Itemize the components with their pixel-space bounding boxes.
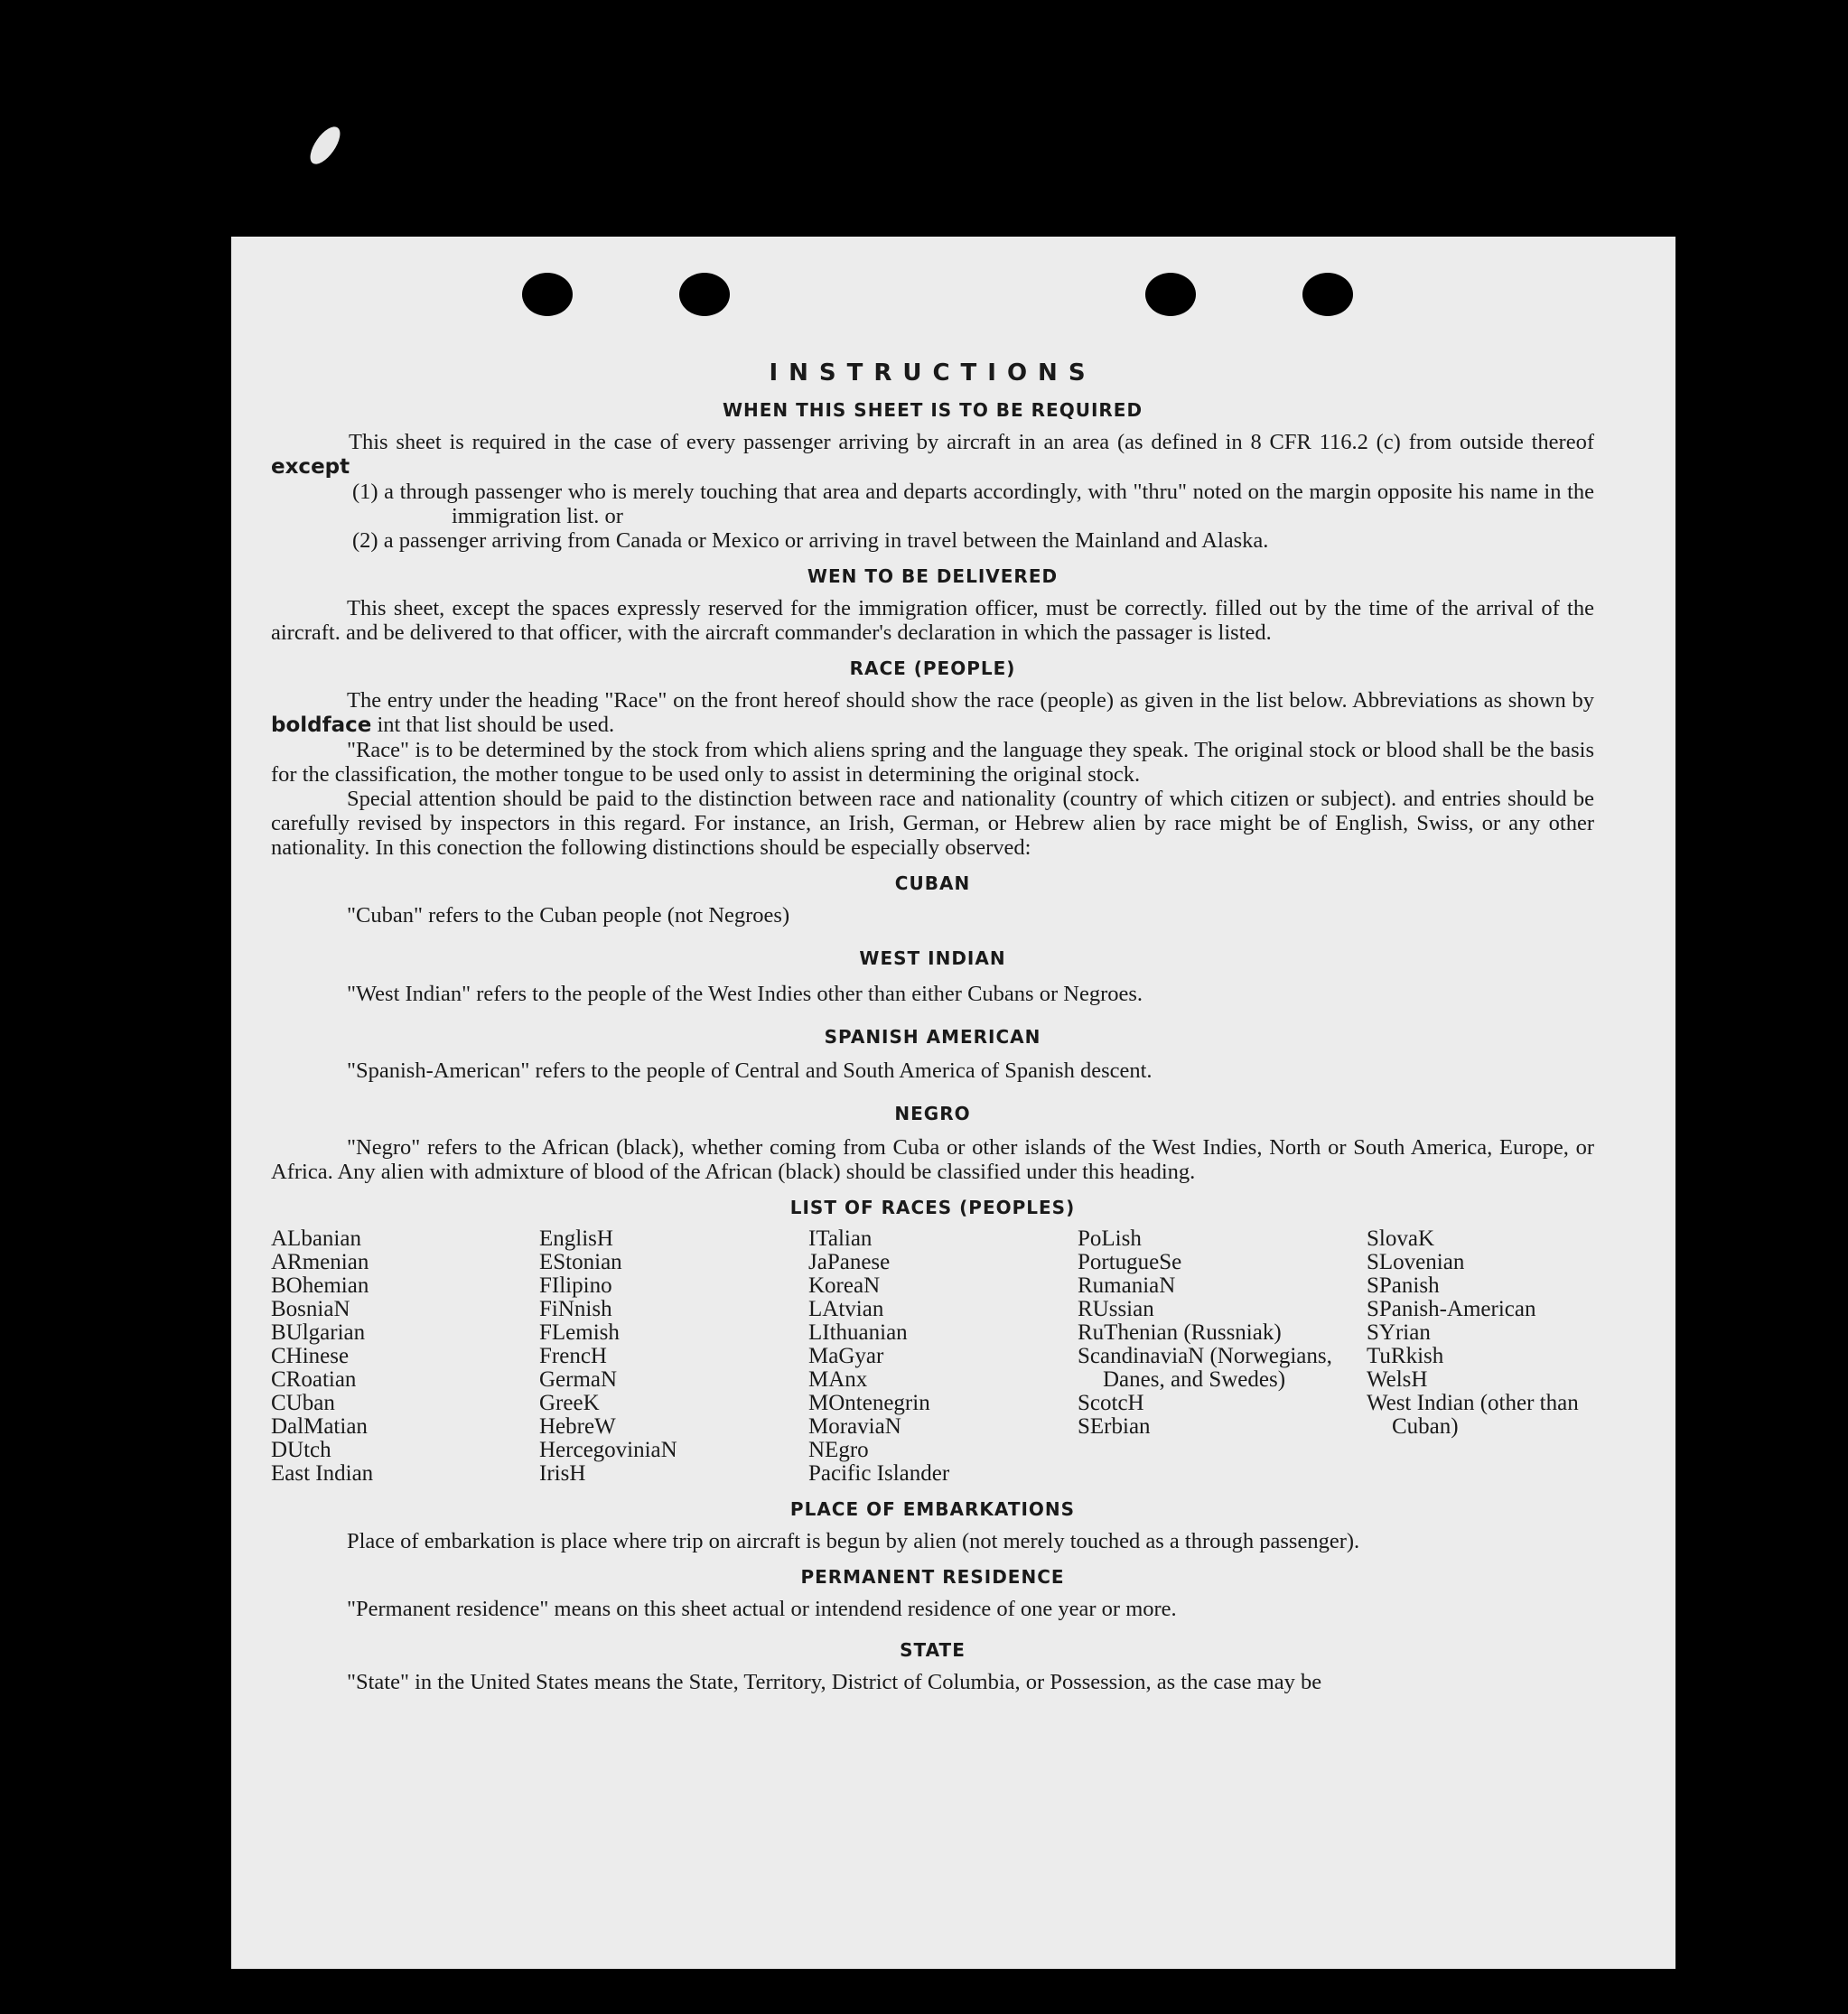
race-item: MoraviaN [808,1414,901,1439]
race-item: FLemish [539,1320,620,1345]
section-heading-race: RACE (PEOPLE) [849,657,1016,679]
race-item: DalMatian [271,1414,368,1439]
races-list [271,1227,1594,1486]
race-item: LIthuanian [808,1320,908,1345]
race-item: FiNnish [539,1297,612,1321]
race-item: MAnx [808,1367,868,1392]
except-label: except [271,455,350,479]
section-heading-state: STATE [900,1639,966,1661]
race-item: SPanish [1367,1273,1440,1298]
race-item: ScandinaviaN (Norwegians, Danes, and Swedes) [1078,1344,1332,1392]
instruction-sheet [231,237,1675,1969]
race-item: EnglisH [539,1226,613,1251]
race-item: MOntenegrin [808,1391,930,1415]
race-paragraph-2: "Race" is to be determined by the stock from which aliens spring and the language they speak. The original stock or blood shall be the basis for the classification, the mother tongue to be used only to assist in determining the original stock. [271,738,1594,787]
race-item: KoreaN [808,1273,881,1298]
race-item: West Indian (other than Cuban) [1367,1391,1579,1439]
race-item: SLovenian [1367,1250,1465,1274]
race-item: ITalian [808,1226,873,1251]
race-item: CUban [271,1391,335,1415]
race-item: SlovaK [1367,1226,1434,1251]
race-item: SPanish-American [1367,1297,1536,1321]
race-item: ALbanian [271,1226,361,1251]
races-column-4 [1078,1227,1367,1486]
race-item: HercegoviniaN [539,1438,677,1462]
boldface-label: boldface [271,713,372,737]
race-item: RuThenian (Russniak) [1078,1320,1282,1345]
punch-hole [1302,273,1353,316]
race-item: LAtvian [808,1297,884,1321]
sheet-content [271,359,1594,1694]
race-item: ARmenian [271,1250,369,1274]
race-item: Pacific Islander [808,1461,950,1486]
race-item: DUtch [271,1438,331,1462]
race-text-after: int that list should be used. [377,713,615,737]
race-text-before: The entry under the heading "Race" on the front hereof should show the race (people) as given in the list below. Abbreviations as shown by [347,688,1594,713]
required-paragraph [271,430,1594,480]
section-heading-races-list: LIST OF RACES (PEOPLES) [789,1197,1076,1218]
race-item: EStonian [539,1250,622,1274]
race-item: FrencH [539,1344,607,1368]
race-item: ScotcH [1078,1391,1144,1415]
delivered-paragraph: This sheet, except the spaces expressly reserved for the immigration officer, must be correctly. filled out by the time of the arrival of the aircraft. and be delivered to that officer, with the aircraft commander's declaration in which the passager is listed. [271,596,1594,645]
west-indian-paragraph: "West Indian" refers to the people of the West Indies other than either Cubans or Negroes. [347,982,1143,1006]
section-heading-residence: PERMANENT RESIDENCE [800,1566,1065,1588]
race-item: RUssian [1078,1297,1154,1321]
race-item: CHinese [271,1344,350,1368]
embarkation-paragraph: Place of embarkation is place where trip on aircraft is begun by alien (not merely touched as a through passenger). [347,1529,1360,1553]
race-paragraph-3: Special attention should be paid to the distinction between race and nationality (country of which citizen or subject). and entries should be carefully revised by inspectors in this regard. For instance, an Irish, German, or Hebrew alien by race might be of English, Swiss, or any other nationality. In this conection the following distinctions should be especially observed: [271,787,1594,860]
race-item: PoLish [1078,1226,1142,1251]
race-item: East Indian [271,1461,374,1486]
race-item: SYrian [1367,1320,1431,1345]
race-item: TuRkish [1367,1344,1444,1368]
section-heading-cuban: CUBAN [894,872,971,894]
race-item: BosniaN [271,1297,350,1321]
race-paragraph-1 [271,688,1594,738]
film-speck [304,122,346,169]
punch-hole [1145,273,1196,316]
page-title: INSTRUCTIONS [769,359,1097,387]
state-paragraph: "State" in the United States means the State, Territory, District of Columbia, or Possession, as the case may be [347,1670,1322,1694]
races-column-2 [539,1227,808,1486]
exception-item: (2) a passenger arriving from Canada or Mexico or arriving in travel between the Mainland and Alaska. [352,528,1269,553]
race-item: BOhemian [271,1273,369,1298]
race-item: IrisH [539,1461,586,1486]
race-item: RumaniaN [1078,1273,1176,1298]
race-item: PortugueSe [1078,1250,1182,1274]
races-column-1 [271,1227,539,1486]
punch-hole [522,273,573,316]
race-item: FIlipino [539,1273,612,1298]
race-item: GermaN [539,1367,618,1392]
required-intro: This sheet is required in the case of every passenger arriving by aircraft in an area (as defined in 8 CFR 116.2 (c) from outside thereof [349,430,1594,454]
spanish-american-paragraph: "Spanish-American" refers to the people of Central and South America of Spanish descent. [347,1058,1153,1083]
section-heading-spanish-american: SPANISH AMERICAN [824,1026,1041,1048]
race-item: HebreW [539,1414,616,1439]
race-item: GreeK [539,1391,600,1415]
race-item: BUlgarian [271,1320,366,1345]
residence-paragraph: "Permanent residence" means on this sheet actual or intendend residence of one year or more. [347,1597,1177,1621]
section-heading-embarkation: PLACE OF EMBARKATIONS [789,1498,1076,1520]
negro-paragraph: "Negro" refers to the African (black), whether coming from Cuba or other islands of the West Indies, North or South America, Europe, or Africa. Any alien with admixture of blood of the African (black) should be classified under this heading. [271,1135,1594,1184]
cuban-paragraph: "Cuban" refers to the Cuban people (not Negroes) [347,903,790,928]
exception-item: (1) a through passenger who is merely touching that area and departs accordingly, with "thru" noted on the margin opposite his name in the immigration list. or [352,480,1594,528]
section-heading-negro: NEGRO [894,1103,971,1124]
punch-hole [679,273,730,316]
race-item: SErbian [1078,1414,1151,1439]
race-item: MaGyar [808,1344,884,1368]
race-item: CRoatian [271,1367,357,1392]
section-heading-required: WHEN THIS SHEET IS TO BE REQUIRED [722,399,1143,421]
section-heading-delivered: WEN TO BE DELIVERED [807,565,1059,587]
races-column-5 [1367,1227,1594,1486]
races-column-3 [808,1227,1078,1486]
race-item: WelsH [1367,1367,1428,1392]
race-item: JaPanese [808,1250,891,1274]
section-heading-west-indian: WEST INDIAN [859,947,1006,969]
race-item: NEgro [808,1438,869,1462]
